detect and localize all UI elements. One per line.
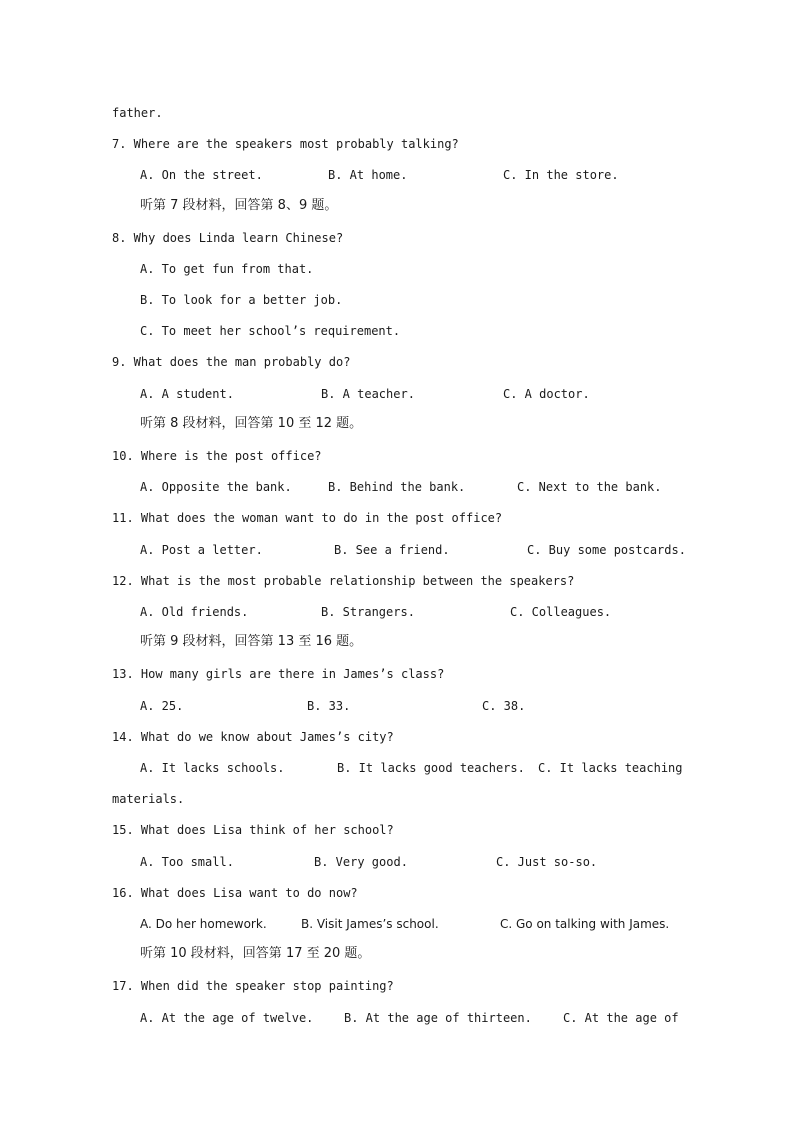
question-16: 16. What does Lisa want to do now? xyxy=(112,886,358,900)
option-15c: C. Just so-so. xyxy=(496,855,598,869)
option-8a: A. To get fun from that. xyxy=(140,262,314,276)
option-11b: B. See a friend. xyxy=(334,543,450,557)
option-14c: C. It lacks teaching xyxy=(538,761,683,775)
question-11: 11. What does the woman want to do in the post office? xyxy=(112,511,503,525)
question-15: 15. What does Lisa think of her school? xyxy=(112,823,394,837)
option-7b: B. At home. xyxy=(328,168,408,182)
option-7c: C. In the store. xyxy=(503,168,619,182)
option-15a: A. Too small. xyxy=(140,855,234,869)
text-line: materials. xyxy=(112,792,185,806)
option-14a: A. It lacks schools. xyxy=(140,761,285,775)
option-8c: C. To meet her school’s requirement. xyxy=(140,324,401,338)
option-15b: B. Very good. xyxy=(314,855,408,869)
option-16a: A. Do her homework. xyxy=(140,917,267,931)
section-instruction-9: 听第 9 段材料，回答第 13 至 16 题。 xyxy=(140,634,363,649)
option-13b: B. 33. xyxy=(307,699,351,713)
question-13: 13. How many girls are there in James’s class? xyxy=(112,667,445,681)
option-7a: A. On the street. xyxy=(140,168,263,182)
section-instruction-7: 听第 7 段材料，回答第 8、9 题。 xyxy=(140,198,338,213)
section-instruction-8: 听第 8 段材料，回答第 10 至 12 题。 xyxy=(140,416,363,431)
option-11c: C. Buy some postcards. xyxy=(527,543,686,557)
option-16b: B. Visit James’s school. xyxy=(301,917,439,931)
question-8: 8. Why does Linda learn Chinese? xyxy=(112,231,344,245)
option-10c: C. Next to the bank. xyxy=(517,480,662,494)
option-12a: A. Old friends. xyxy=(140,605,249,619)
option-17a: A. At the age of twelve. xyxy=(140,1011,314,1025)
option-10b: B. Behind the bank. xyxy=(328,480,466,494)
option-13c: C. 38. xyxy=(482,699,526,713)
question-7: 7. Where are the speakers most probably talking? xyxy=(112,137,459,151)
option-9c: C. A doctor. xyxy=(503,387,590,401)
section-instruction-10: 听第 10 段材料，回答第 17 至 20 题。 xyxy=(140,946,371,961)
option-16c: C. Go on talking with James. xyxy=(500,917,670,931)
option-12c: C. Colleagues. xyxy=(510,605,612,619)
option-14b: B. It lacks good teachers. xyxy=(337,761,525,775)
option-9a: A. A student. xyxy=(140,387,234,401)
text-line: father. xyxy=(112,106,163,120)
question-14: 14. What do we know about James’s city? xyxy=(112,730,394,744)
option-17b: B. At the age of thirteen. xyxy=(344,1011,532,1025)
option-8b: B. To look for a better job. xyxy=(140,293,343,307)
option-11a: A. Post a letter. xyxy=(140,543,263,557)
question-9: 9. What does the man probably do? xyxy=(112,355,351,369)
question-10: 10. Where is the post office? xyxy=(112,449,322,463)
option-17c: C. At the age of xyxy=(563,1011,679,1025)
option-13a: A. 25. xyxy=(140,699,184,713)
option-9b: B. A teacher. xyxy=(321,387,415,401)
option-10a: A. Opposite the bank. xyxy=(140,480,292,494)
option-12b: B. Strangers. xyxy=(321,605,415,619)
question-17: 17. When did the speaker stop painting? xyxy=(112,979,394,993)
question-12: 12. What is the most probable relationship between the speakers? xyxy=(112,574,575,588)
